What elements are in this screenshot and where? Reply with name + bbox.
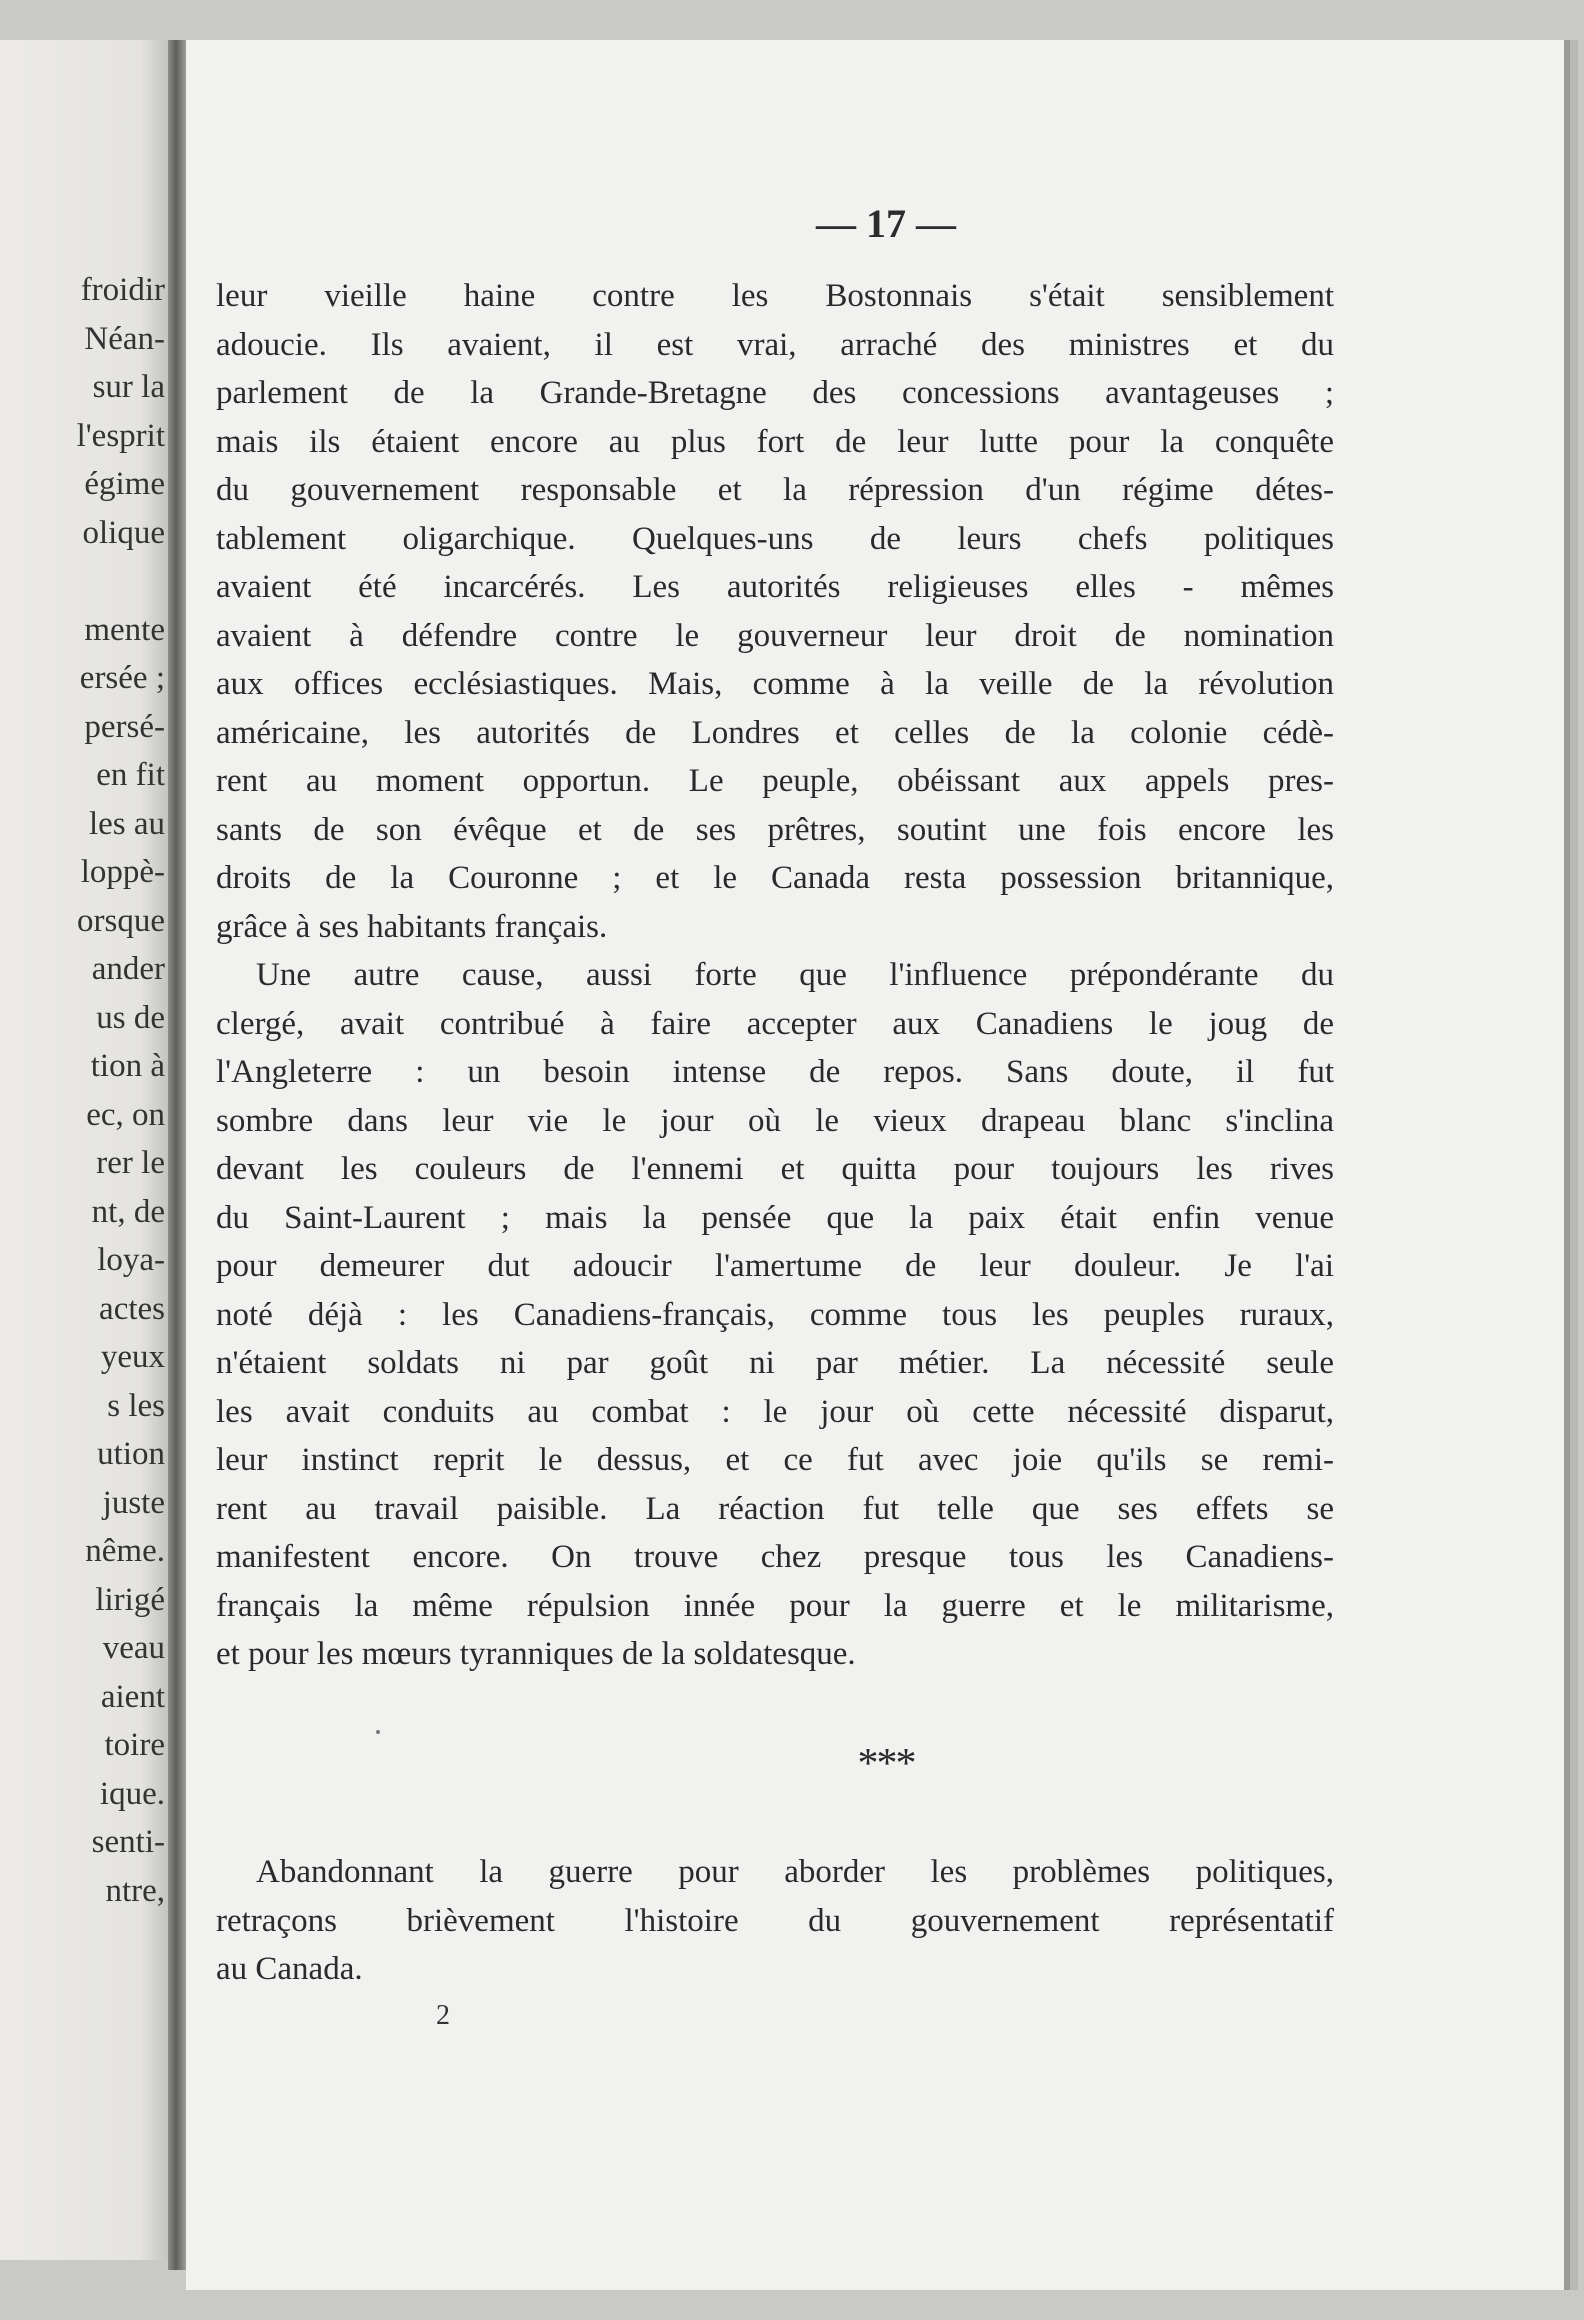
text-line: sombre dans leur vie le jour où le vieux drapeau blanc s'inclina — [216, 1102, 1334, 1139]
left-page-line: ander — [91, 951, 165, 987]
left-page-line: en fit — [96, 757, 165, 793]
left-page-edge — [0, 40, 175, 2260]
text-line: devant les couleurs de l'ennemi et quitta pour toujours les rives — [216, 1151, 1334, 1187]
left-page-line: lirigé — [95, 1581, 165, 1618]
text-line: Abandonnant la guerre pour aborder les problèmes politiques, — [256, 1854, 1334, 1890]
paper-speck — [376, 1730, 380, 1734]
left-page-line: ntre, — [105, 1872, 165, 1909]
text-line: et pour les mœurs tyranniques de la soldatesque. — [216, 1636, 856, 1672]
left-page-line: us de — [96, 999, 165, 1036]
text-line: clergé, avait contribué à faire accepter aux Canadiens le joug de — [216, 1005, 1334, 1042]
left-page-line: égime — [84, 466, 165, 502]
text-line: du Saint-Laurent ; mais la pensée que la paix était enfin venue — [216, 1199, 1334, 1236]
text-line: noté déjà : les Canadiens-français, comme tous les peuples ruraux, — [216, 1296, 1334, 1333]
text-line: pour demeurer dut adoucir l'amertume de leur douleur. Je l'ai — [216, 1248, 1334, 1284]
left-page-line: nême. — [85, 1533, 165, 1569]
text-line: rent au travail paisible. La réaction fut telle que ses effets se — [216, 1490, 1334, 1527]
page-number: — 17 — — [816, 201, 956, 246]
left-page-line: nt, de — [91, 1193, 165, 1230]
left-page-line: olique — [82, 514, 165, 551]
text-line: tablement oligarchique. Quelques-uns de leurs chefs politiques — [216, 520, 1334, 557]
text-line: Une autre cause, aussi forte que l'influence prépondérante du — [256, 957, 1334, 993]
left-page-line: sur la — [92, 369, 165, 405]
text-line: adoucie. Ils avaient, il est vrai, arraché des ministres et du — [216, 326, 1334, 363]
text-line: français la même répulsion innée pour la guerre et le militarisme, — [216, 1587, 1334, 1624]
left-page-line: tion à — [90, 1048, 165, 1084]
left-page-line: loppè- — [80, 854, 165, 890]
left-page-line: s les — [107, 1387, 165, 1424]
text-line: américaine, les autorités de Londres et celles de la colonie cédè- — [216, 714, 1334, 751]
right-page — [186, 40, 1570, 2290]
left-page-line: ec, on — [86, 1096, 165, 1133]
text-line: n'étaient soldats ni par goût ni par métier. La nécessité seule — [216, 1345, 1334, 1381]
text-line: les avait conduits au combat : le jour où cette nécessité disparut, — [216, 1393, 1334, 1430]
left-page-line: persé- — [84, 708, 165, 745]
text-line: avaient été incarcérés. Les autorités religieuses elles - mêmes — [216, 569, 1334, 605]
left-page-line: ique. — [99, 1775, 165, 1812]
left-page-line: ution — [97, 1436, 165, 1472]
left-page-line: juste — [102, 1484, 165, 1521]
section-break: *** — [857, 1741, 915, 1787]
text-line: aux offices ecclésiastiques. Mais, comme à la veille de la révolution — [216, 666, 1334, 702]
left-page-line: froidir — [80, 272, 165, 308]
text-line: sants de son évêque et de ses prêtres, soutint une fois encore les — [216, 811, 1334, 848]
text-line: leur instinct reprit le dessus, et ce fut avec joie qu'ils se remi- — [216, 1442, 1334, 1478]
closing-paragraph — [216, 1848, 1334, 1994]
signature-mark: 2 — [436, 2000, 450, 2031]
left-page-line: les au — [88, 805, 165, 842]
left-page-line: senti- — [91, 1824, 165, 1860]
left-page-line: ersée ; — [79, 660, 165, 696]
text-line: parlement de la Grande-Bretagne des concessions avantageuses ; — [216, 375, 1334, 411]
left-page-line: rer le — [96, 1145, 165, 1181]
text-line: retraçons brièvement l'histoire du gouvernement représentatif — [216, 1902, 1334, 1939]
left-page-line: mente — [84, 611, 165, 648]
left-page-line: Néan- — [84, 320, 165, 357]
left-page-line: toire — [104, 1727, 165, 1763]
left-page-line: actes — [99, 1290, 165, 1327]
text-line: leur vieille haine contre les Bostonnais s'était sensiblement — [216, 278, 1334, 314]
book-gutter — [168, 40, 188, 2270]
body-text — [216, 272, 1334, 1679]
text-line: manifestent encore. On trouve chez presque tous les Canadiens- — [216, 1539, 1334, 1575]
left-page-line: l'esprit — [76, 417, 165, 454]
text-line: droits de la Couronne ; et le Canada resta possession britannique, — [216, 860, 1334, 896]
text-line: du gouvernement responsable et la répression d'un régime détes- — [216, 472, 1334, 508]
text-line: mais ils étaient encore au plus fort de leur lutte pour la conquête — [216, 423, 1334, 460]
left-page-line: aient — [100, 1678, 165, 1715]
left-page-line: veau — [102, 1630, 165, 1666]
text-line: grâce à ses habitants français. — [216, 908, 608, 945]
left-page-line: loya- — [97, 1242, 165, 1278]
left-page-line: orsque — [77, 902, 165, 939]
text-line: au Canada. — [216, 1951, 363, 1987]
text-line: avaient à défendre contre le gouverneur leur droit de nomination — [216, 617, 1334, 654]
text-line: rent au moment opportun. Le peuple, obéissant aux appels pres- — [216, 763, 1334, 799]
text-line: l'Angleterre : un besoin intense de repos. Sans doute, il fut — [216, 1054, 1334, 1090]
left-page-line: yeux — [100, 1339, 165, 1375]
